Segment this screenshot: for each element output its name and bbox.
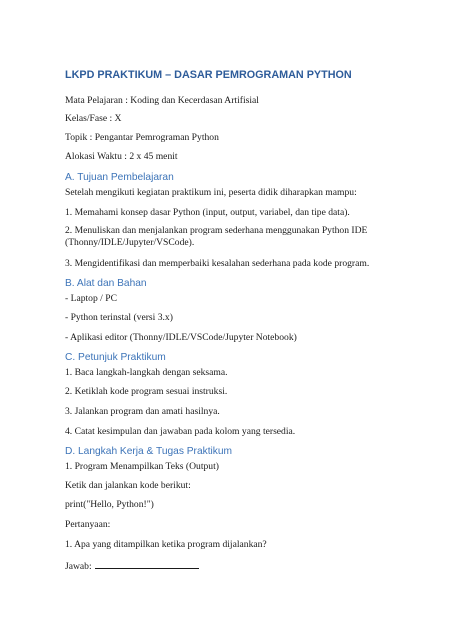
section-d-code: print("Hello, Python!") [65, 499, 154, 510]
section-c-heading: C. Petunjuk Praktikum [65, 352, 166, 363]
section-a-intro: Setelah mengikuti kegiatan praktikum ini, peserta didik diharapkan mampu: [65, 187, 357, 198]
section-d-question-label: Pertanyaan: [65, 519, 111, 530]
section-a-item-3: 3. Mengidentifikasi dan memperbaiki kesalahan sederhana pada kode program. [65, 258, 370, 269]
meta-time: Alokasi Waktu : 2 x 45 menit [65, 151, 178, 162]
section-c-item-3: 3. Jalankan program dan amati hasilnya. [65, 406, 220, 417]
section-d-task-title: 1. Program Menampilkan Teks (Output) [65, 461, 219, 472]
answer-label: Jawab: [65, 561, 92, 572]
meta-topic: Topik : Pengantar Pemrograman Python [65, 132, 219, 143]
section-b-item-1: - Laptop / PC [65, 293, 117, 304]
section-b-heading: B. Alat dan Bahan [65, 278, 147, 289]
section-c-item-1: 1. Baca langkah-langkah dengan seksama. [65, 367, 228, 378]
section-a-item-2: 2. Menuliskan dan menjalankan program sederhana menggunakan Python IDE (Thonny/IDLE/Jupyter/VSCode). [65, 225, 368, 248]
section-d-question: 1. Apa yang ditampilkan ketika program dijalankan? [65, 539, 267, 550]
section-d-instruction: Ketik dan jalankan kode berikut: [65, 480, 191, 491]
section-b-item-3: - Aplikasi editor (Thonny/IDLE/VSCode/Jupyter Notebook) [65, 332, 297, 343]
section-d-heading: D. Langkah Kerja & Tugas Praktikum [65, 446, 233, 457]
section-a-heading: A. Tujuan Pembelajaran [65, 172, 174, 183]
answer-blank-line[interactable] [95, 560, 199, 569]
section-c-item-4: 4. Catat kesimpulan dan jawaban pada kolom yang tersedia. [65, 426, 296, 437]
section-c-item-2: 2. Ketiklah kode program sesuai instruksi. [65, 386, 228, 397]
answer-row [65, 560, 199, 573]
document-title: LKPD PRAKTIKUM – DASAR PEMROGRAMAN PYTHON [65, 69, 352, 81]
section-b-item-2: - Python terinstal (versi 3.x) [65, 312, 173, 323]
meta-grade: Kelas/Fase : X [65, 113, 122, 124]
section-a-item-1: 1. Memahami konsep dasar Python (input, output, variabel, dan tipe data). [65, 207, 350, 218]
meta-subject: Mata Pelajaran : Koding dan Kecerdasan Artifisial [65, 95, 259, 106]
